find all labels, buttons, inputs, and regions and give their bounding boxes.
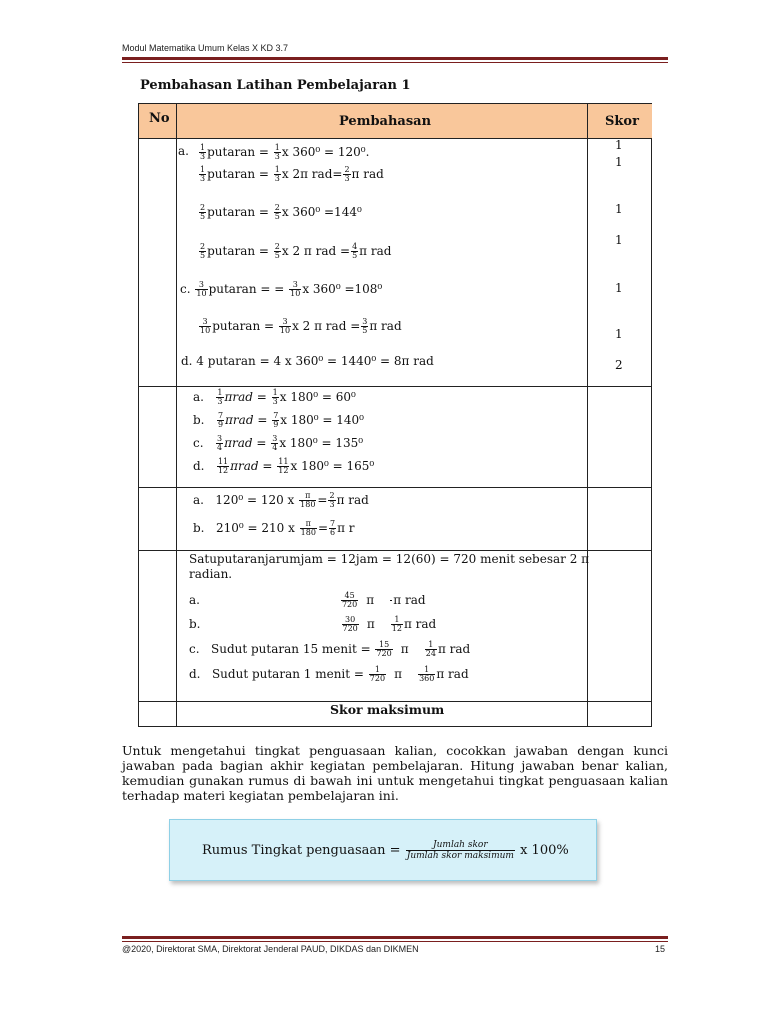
fraction: $\frac{3}{10}$ [200,317,211,335]
col-pembahasan: Pembahasan [339,114,432,129]
fraction: $\frac{15}{720}$ [376,640,392,658]
fraction: $\frac{1}{12}$ [391,615,402,633]
header-rule [122,57,668,60]
skor-value: 1 [615,233,623,247]
skor-value: 2 [615,358,623,372]
section-title: Pembahasan Latihan Pembelajaran 1 [140,78,411,93]
row1-line: $\frac{1}{3}$ putaran = $\frac{1}{3}$ x 2π rad= $\frac{2}{3}$ π rad [200,165,384,183]
fraction: $\frac{2}{5}$ [200,203,206,221]
footer-text: @2020, Direktorat SMA, Direktorat Jenderal PAUD, DIKDAS dan DIKMEN [122,944,419,954]
fraction: $\frac{\pi}{180}$ [300,519,316,537]
formula [202,840,569,861]
fraction: $\frac{2}{5}$ [274,242,280,260]
fraction: $\frac{3}{10}$ [290,280,301,298]
fraction: $\frac{7}{6}$ [330,519,336,537]
row3-line: a. 120⁰ = 120 x $\frac{\pi}{180}$ = $\frac{2}{3}$ π rad [193,491,369,509]
footer-rule-thin [122,941,668,942]
fraction: $\frac{2}{5}$ [200,242,206,260]
header-rule-thin [122,62,668,63]
formula-tail: x 100% [520,843,569,858]
row4-line: b. $\frac{30}{720}$ π $\frac{1}{12}$ π rad [189,615,437,633]
row2-line: c. $\frac{3}{4}$ πrad = $\frac{3}{4}$ x 180⁰ = 135⁰ [193,434,364,452]
fraction: $\frac{1}{3}$ [272,388,278,406]
instruction-paragraph: Untuk mengetahui tingkat penguasaan kalian, cocokkan jawaban dengan kunci jawaban pada bagian akhir kegiatan pembelajaran. Hitung jawaban benar kalian, kemudian gunakan rumus di bawah ini untuk mengetahui tingkat penguasaan kalian terhadap materi kegiatan pembelajaran ini. [122,743,668,803]
fraction: $\frac{11}{12}$ [217,457,229,475]
formula-denominator: Jumlah skor maksimum [406,851,514,861]
fraction: $\frac{1}{3}$ [274,143,280,161]
col-skor: Skor [605,114,639,129]
skor-value: 1 [615,327,623,341]
formula-fraction [406,840,515,861]
row2-line: d. $\frac{11}{12}$ πrad = $\frac{11}{12}$ x 180⁰ = 165⁰ [193,457,375,475]
fraction: $\frac{30}{720}$ [342,615,358,633]
fraction: $\frac{1}{3}$ [200,165,206,183]
fraction: $\frac{\pi}{180}$ [300,491,316,509]
fraction [390,600,392,601]
footer-rule [122,936,668,939]
fraction: $\frac{7}{9}$ [273,411,279,429]
fraction: $\frac{3}{4}$ [217,434,223,452]
row2-line: b. $\frac{7}{9}$ πrad = $\frac{7}{9}$ x 180⁰ = 140⁰ [193,411,364,429]
row2-line: a. $\frac{1}{3}$ πrad = $\frac{1}{3}$ x 180⁰ = 60⁰ [193,388,356,406]
row4-intro-1: Satuputaranjarumjam = 12jam = 12(60) = 720 menit sebesar 2 π [189,552,590,566]
fraction: $\frac{2}{3}$ [329,491,335,509]
skor-value: 1 [615,202,623,216]
formula-box [169,819,597,881]
formula-numerator: Jumlah skor [406,840,515,851]
formula-lead: Rumus Tingkat penguasaan = [202,843,401,858]
fraction: $\frac{1}{24}$ [425,640,436,658]
row1-line: $\frac{2}{5}$ putaran = $\frac{2}{5}$ x 360⁰ =144⁰ [200,203,362,221]
row1-line: $\frac{1}{3}$ putaran = $\frac{1}{3}$ x 360⁰ = 120⁰. [200,143,370,161]
fraction: $\frac{1}{720}$ [369,665,386,683]
row3-line: b. 210⁰ = 210 x $\frac{\pi}{180}$ = $\frac{7}{6}$ π r [193,519,355,537]
fraction: $\frac{2}{5}$ [274,203,280,221]
row4-line: c. Sudut putaran 15 menit = $\frac{15}{720}$ π $\frac{1}{24}$ π rad [189,640,471,658]
fraction: $\frac{11}{12}$ [278,457,289,475]
row4-intro-2: radian. [189,567,233,581]
skor-value: 1 [615,155,623,169]
row1-line: c. $\frac{3}{10}$ putaran = = $\frac{3}{10}$ x 360⁰ =108⁰ [180,280,383,298]
col-no: No [149,111,170,126]
skor-value: 1 [615,138,623,152]
row1-d-line: d. 4 putaran = 4 x 360⁰ = 1440⁰ = 8π rad [181,354,434,368]
fraction: $\frac{45}{720}$ [341,591,358,609]
fraction: $\frac{1}{3}$ [217,388,223,406]
fraction: $\frac{3}{5}$ [362,317,368,335]
skor-value: 1 [615,281,623,295]
fraction: $\frac{1}{3}$ [274,165,280,183]
fraction: $\frac{7}{9}$ [217,411,224,429]
skor-maksimum-label: Skor maksimum [330,702,445,717]
fraction: $\frac{3}{10}$ [279,317,291,335]
fraction: $\frac{3}{4}$ [272,434,278,452]
row4-line: d. Sudut putaran 1 menit = $\frac{1}{720}$ π $\frac{1}{360}$ π rad [189,665,469,683]
fraction: $\frac{1}{360}$ [419,665,435,683]
page-number: 15 [655,944,666,954]
fraction: $\frac{2}{3}$ [344,165,350,183]
fraction: $\frac{3}{10}$ [196,280,207,298]
fraction: $\frac{4}{5}$ [352,242,358,260]
page-header: Modul Matematika Umum Kelas X KD 3.7 [122,43,289,53]
fraction: $\frac{1}{3}$ [200,143,206,161]
row4-line: a. $\frac{45}{720}$ π π rad [189,591,426,609]
row1-label-a: a. [178,144,189,158]
row1-line: $\frac{3}{10}$ putaran = $\frac{3}{10}$ x 2 π rad = $\frac{3}{5}$ π rad [200,317,402,335]
row1-line: $\frac{2}{5}$ putaran = $\frac{2}{5}$ x 2 π rad = $\frac{4}{5}$ π rad [200,242,392,260]
